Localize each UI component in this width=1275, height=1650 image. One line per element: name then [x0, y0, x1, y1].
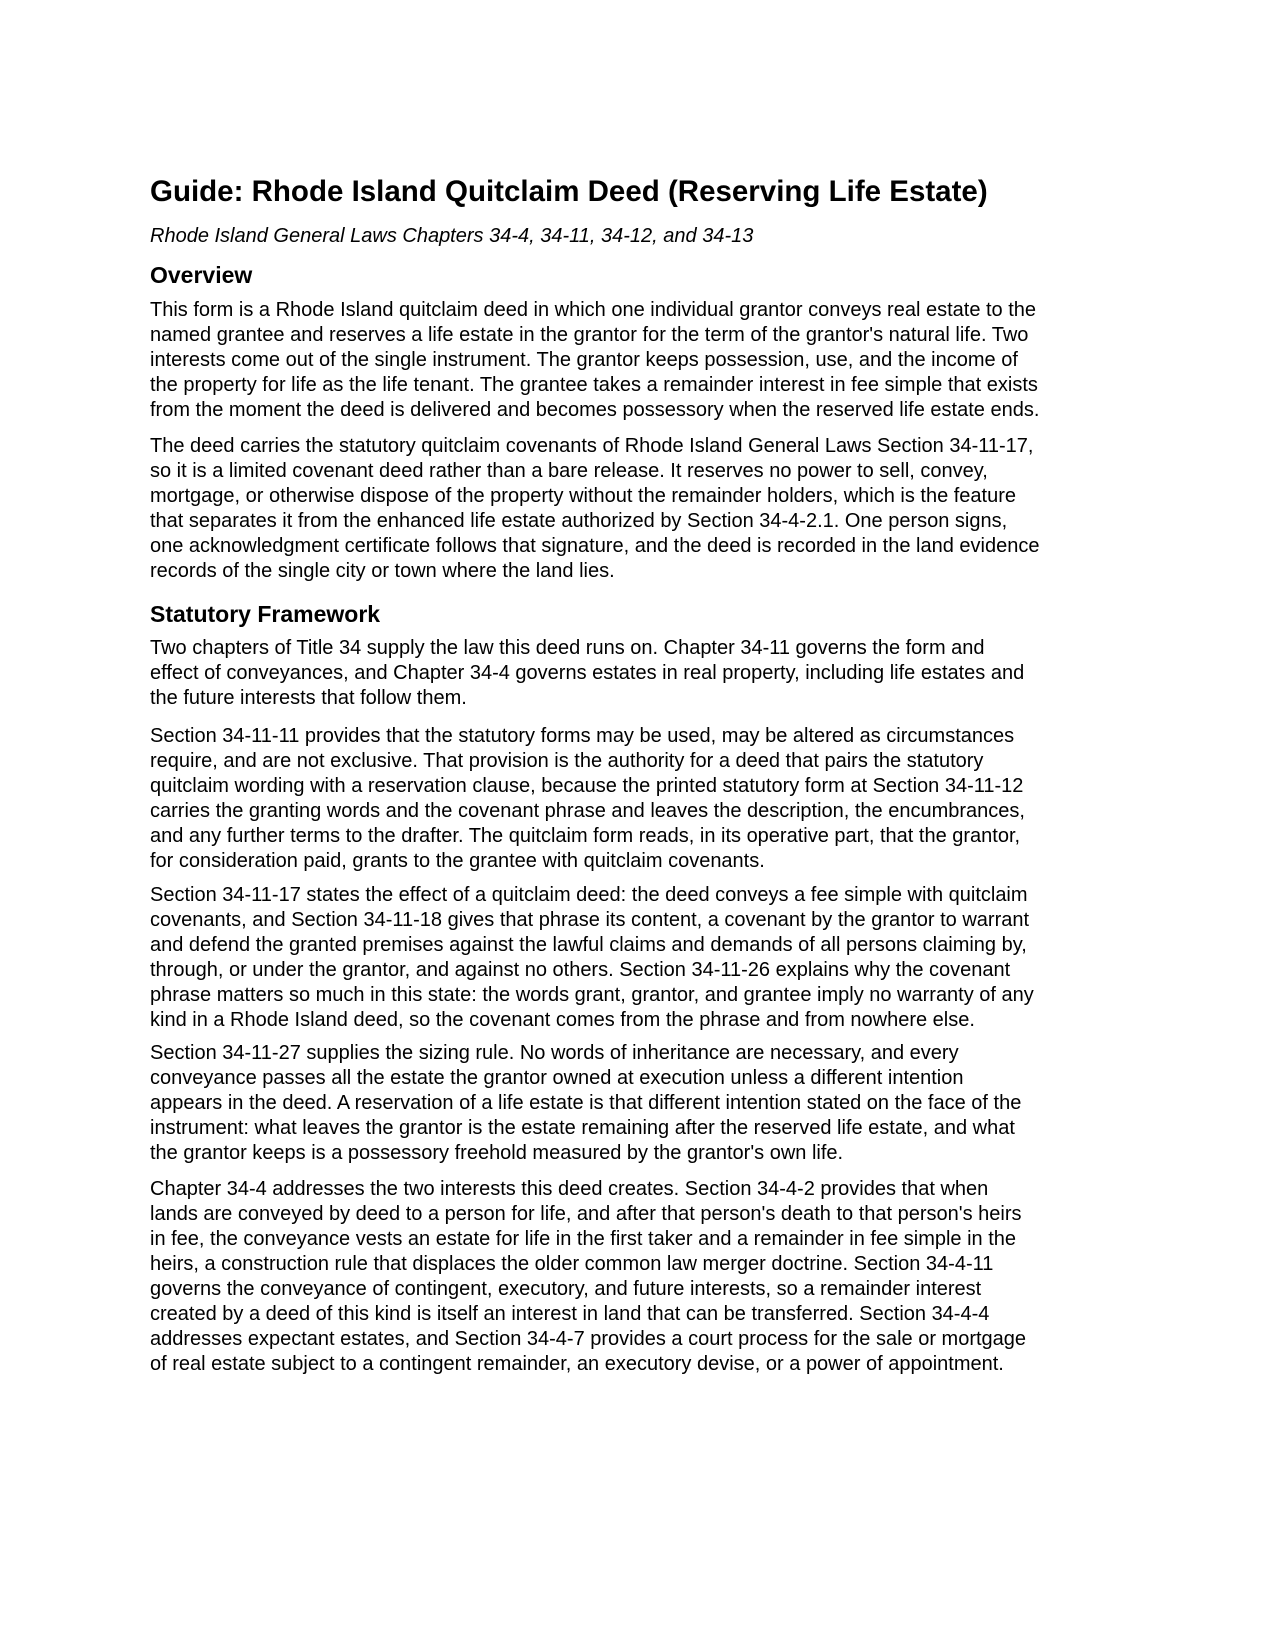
text-line: through, or under the grantor, and against no others. Section 34-11-26 explains why the covenant	[150, 959, 1011, 981]
paragraph	[150, 434, 1125, 584]
text-line: for consideration paid, grants to the grantee with quitclaim covenants.	[150, 850, 765, 872]
text-line: interests come out of the single instrument. The grantor keeps possession, use, and the income of	[150, 349, 1018, 371]
text-line: carries the granting words and the covenant phrase and leaves the description, the encumbrances,	[150, 800, 1025, 822]
text-line: addresses expectant estates, and Section 34-4-7 provides a court process for the sale or mortgage	[150, 1328, 1027, 1350]
paragraph	[150, 298, 1125, 423]
text-line: mortgage, or otherwise dispose of the property without the remainder holders, which is the feature	[150, 485, 1017, 507]
text-line: the grantor keeps is a possessory freehold measured by the grantor's own life.	[150, 1142, 844, 1164]
text-line: lands are conveyed by deed to a person for life, and after that person's death to that person's heirs	[150, 1203, 1022, 1225]
text-line: from the moment the deed is delivered and becomes possessory when the reserved life estate ends.	[150, 399, 1040, 421]
page-title: Guide: Rhode Island Quitclaim Deed (Reserving Life Estate)	[150, 175, 988, 208]
paragraph	[150, 1177, 1125, 1377]
paragraph	[150, 883, 1125, 1033]
paragraph	[150, 724, 1125, 874]
text-line: quitclaim wording with a reservation clause, because the printed statutory form at Section 34-11-12	[150, 775, 1024, 797]
section-heading-statutory-framework: Statutory Framework	[150, 601, 381, 627]
text-line: Two chapters of Title 34 supply the law this deed runs on. Chapter 34-11 governs the form and	[150, 637, 985, 659]
text-line: require, and are not exclusive. That provision is the authority for a deed that pairs the statutory	[150, 750, 984, 772]
text-line: in fee, the conveyance vests an estate for life in the first taker and a remainder in fee simple in the	[150, 1228, 1017, 1250]
text-line: Section 34-11-17 states the effect of a quitclaim deed: the deed conveys a fee simple with quitclaim	[150, 884, 1028, 906]
section-heading-overview: Overview	[150, 262, 253, 288]
text-line: This form is a Rhode Island quitclaim deed in which one individual grantor conveys real estate to the	[150, 299, 1037, 321]
page-subtitle: Rhode Island General Laws Chapters 34-4, 34-11, 34-12, and 34-13	[150, 225, 754, 247]
text-line: one acknowledgment certificate follows that signature, and the deed is recorded in the land evidence	[150, 535, 1040, 557]
paragraph	[150, 1041, 1125, 1166]
text-line: phrase matters so much in this state: the words grant, grantor, and grantee imply no warranty of any	[150, 984, 1034, 1006]
text-line: heirs, a construction rule that displaces the older common law merger doctrine. Section 34-4-11	[150, 1253, 994, 1275]
text-line: Chapter 34-4 addresses the two interests this deed creates. Section 34-4-2 provides that when	[150, 1178, 989, 1200]
text-line: kind in a Rhode Island deed, so the covenant comes from the phrase and from nowhere else.	[150, 1009, 975, 1031]
text-line: The deed carries the statutory quitclaim covenants of Rhode Island General Laws Section 34-11-17,	[150, 435, 1034, 457]
text-line: so it is a limited covenant deed rather than a bare release. It reserves no power to sell, convey,	[150, 460, 988, 482]
text-line: records of the single city or town where the land lies.	[150, 560, 615, 582]
text-line: of real estate subject to a contingent remainder, an executory devise, or a power of appointment.	[150, 1353, 1004, 1375]
text-line: Section 34-11-27 supplies the sizing rule. No words of inheritance are necessary, and every	[150, 1042, 959, 1064]
text-line: created by a deed of this kind is itself an interest in land that can be transferred. Section 34-4-4	[150, 1303, 990, 1325]
text-line: the property for life as the life tenant. The grantee takes a remainder interest in fee simple that exists	[150, 374, 1038, 396]
text-line: appears in the deed. A reservation of a life estate is that different intention stated on the face of the	[150, 1092, 1022, 1114]
text-line: and any further terms to the drafter. The quitclaim form reads, in its operative part, that the grantor,	[150, 825, 1021, 847]
text-line: and defend the granted premises against the lawful claims and demands of all persons claiming by,	[150, 934, 1027, 956]
text-line: Section 34-11-11 provides that the statutory forms may be used, may be altered as circumstances	[150, 725, 1015, 747]
text-line: that separates it from the enhanced life estate authorized by Section 34-4-2.1. One person signs,	[150, 510, 1008, 532]
text-line: named grantee and reserves a life estate in the grantor for the term of the grantor's natural life. Two	[150, 324, 1029, 346]
text-line: governs the conveyance of contingent, executory, and future interests, so a remainder interest	[150, 1278, 982, 1300]
text-line: conveyance passes all the estate the grantor owned at execution unless a different intention	[150, 1067, 964, 1089]
paragraph	[150, 636, 1125, 711]
text-line: instrument: what leaves the grantor is the estate remaining after the reserved life estate, and what	[150, 1117, 1015, 1139]
text-line: the future interests that follow them.	[150, 687, 467, 709]
text-line: effect of conveyances, and Chapter 34-4 governs estates in real property, including life estates and	[150, 662, 1025, 684]
text-line: covenants, and Section 34-11-18 gives that phrase its content, a covenant by the grantor to warrant	[150, 909, 1030, 931]
